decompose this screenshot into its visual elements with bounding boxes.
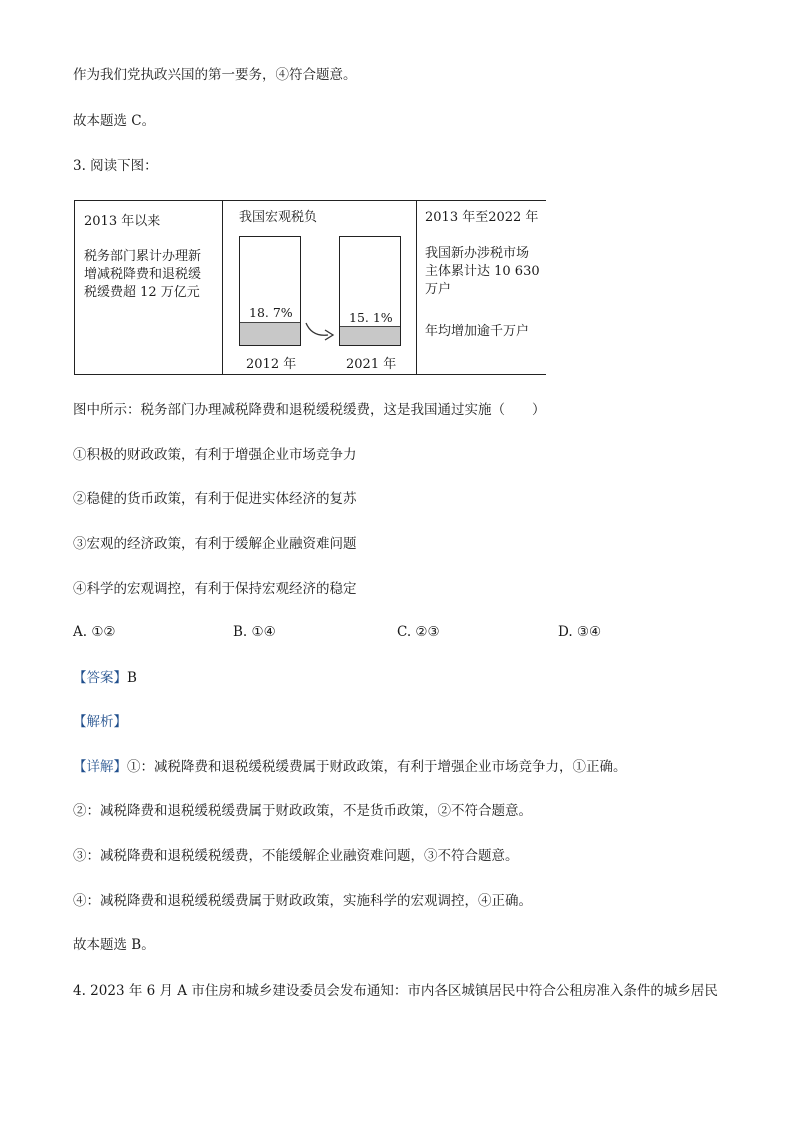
bar-2012 <box>239 236 301 346</box>
analysis-heading: 【解析】 <box>73 714 127 730</box>
question-3-prompt: 图中所示：税务部门办理减税降费和退税缓税缓费，这是我国通过实施（ ） <box>73 402 546 418</box>
detail-line-2: ②：减税降费和退税缓税缓费属于财政政策，不是货币政策，②不符合题意。 <box>73 803 532 819</box>
arrow-icon <box>304 319 338 343</box>
detail-heading: 【详解】 <box>73 759 127 775</box>
year-label-2021: 2021 年 <box>346 357 397 372</box>
statement-3: ③宏观的经济政策，有利于缓解企业融资难问题 <box>73 536 357 552</box>
figure-cell-tax-relief <box>75 201 223 374</box>
statement-4: ④科学的宏观调控，有利于保持宏观经济的稳定 <box>73 581 357 597</box>
option-d[interactable]: D. ③④ <box>558 624 602 640</box>
detail-text: ①：减税降费和退税缓税缓费属于财政政策，有利于增强企业市场竞争力，①正确。 <box>127 759 627 775</box>
detail-line-3: ③：减税降费和退税缓税缓费，不能缓解企业融资难问题，③不符合题意。 <box>73 848 519 864</box>
year-label-2012: 2012 年 <box>246 357 297 372</box>
question-4-stem: 4. 2023 年 6 月 A 市住房和城乡建设委员会发布通知：市内各区城镇居民中符合公租房准入条件的城乡居民 <box>73 983 718 999</box>
answer-value: B <box>127 670 137 686</box>
cell3-line: 万户 <box>425 282 452 297</box>
cell3-line: 我国新办涉税市场 <box>425 246 530 261</box>
cell1-title: 2013 年以来 <box>84 214 161 229</box>
intro-line-1: 作为我们党执政兴国的第一要务，④符合题意。 <box>73 67 357 83</box>
tax-figure <box>74 200 546 375</box>
statement-1: ①积极的财政政策，有利于增强企业市场竞争力 <box>73 447 357 463</box>
figure-cell-macro-tax-burden <box>223 201 417 374</box>
bar-fill-2012 <box>240 322 300 345</box>
option-b[interactable]: B. ①④ <box>233 624 276 640</box>
cell3-line: 主体累计达 10 630 <box>425 264 540 279</box>
cell2-title: 我国宏观税负 <box>239 210 318 225</box>
cell3-title: 2013 年至2022 年 <box>425 210 539 225</box>
question-3-conclusion: 故本题选 B。 <box>73 937 155 953</box>
bar-label-2021: 15. 1% <box>349 310 393 325</box>
detail-line-4: ④：减税降费和退税缓税缓费属于财政政策，实施科学的宏观调控，④正确。 <box>73 893 532 909</box>
answer-heading: 【答案】 <box>73 670 127 686</box>
option-a[interactable]: A. ①② <box>73 624 116 640</box>
cell1-line: 增减税降费和退税缓 <box>84 267 202 282</box>
bar-fill-2021 <box>340 326 400 345</box>
question-3-stem: 3. 阅读下图： <box>73 158 158 174</box>
intro-conclusion: 故本题选 C。 <box>73 113 156 129</box>
answer-options <box>73 624 733 642</box>
option-c[interactable]: C. ②③ <box>397 624 440 640</box>
detail-line-1 <box>73 758 627 776</box>
cell3-extra: 年均增加逾千万户 <box>425 324 530 339</box>
cell1-line: 税缓费超 12 万亿元 <box>84 285 200 300</box>
bar-2021 <box>339 236 401 346</box>
figure-cell-new-taxpayers <box>417 201 547 374</box>
analysis-heading-line <box>73 713 127 731</box>
answer-line <box>73 669 137 687</box>
bar-label-2012: 18. 7% <box>249 305 293 320</box>
statement-2: ②稳健的货币政策，有利于促进实体经济的复苏 <box>73 491 357 507</box>
cell1-line: 税务部门累计办理新 <box>84 249 202 264</box>
